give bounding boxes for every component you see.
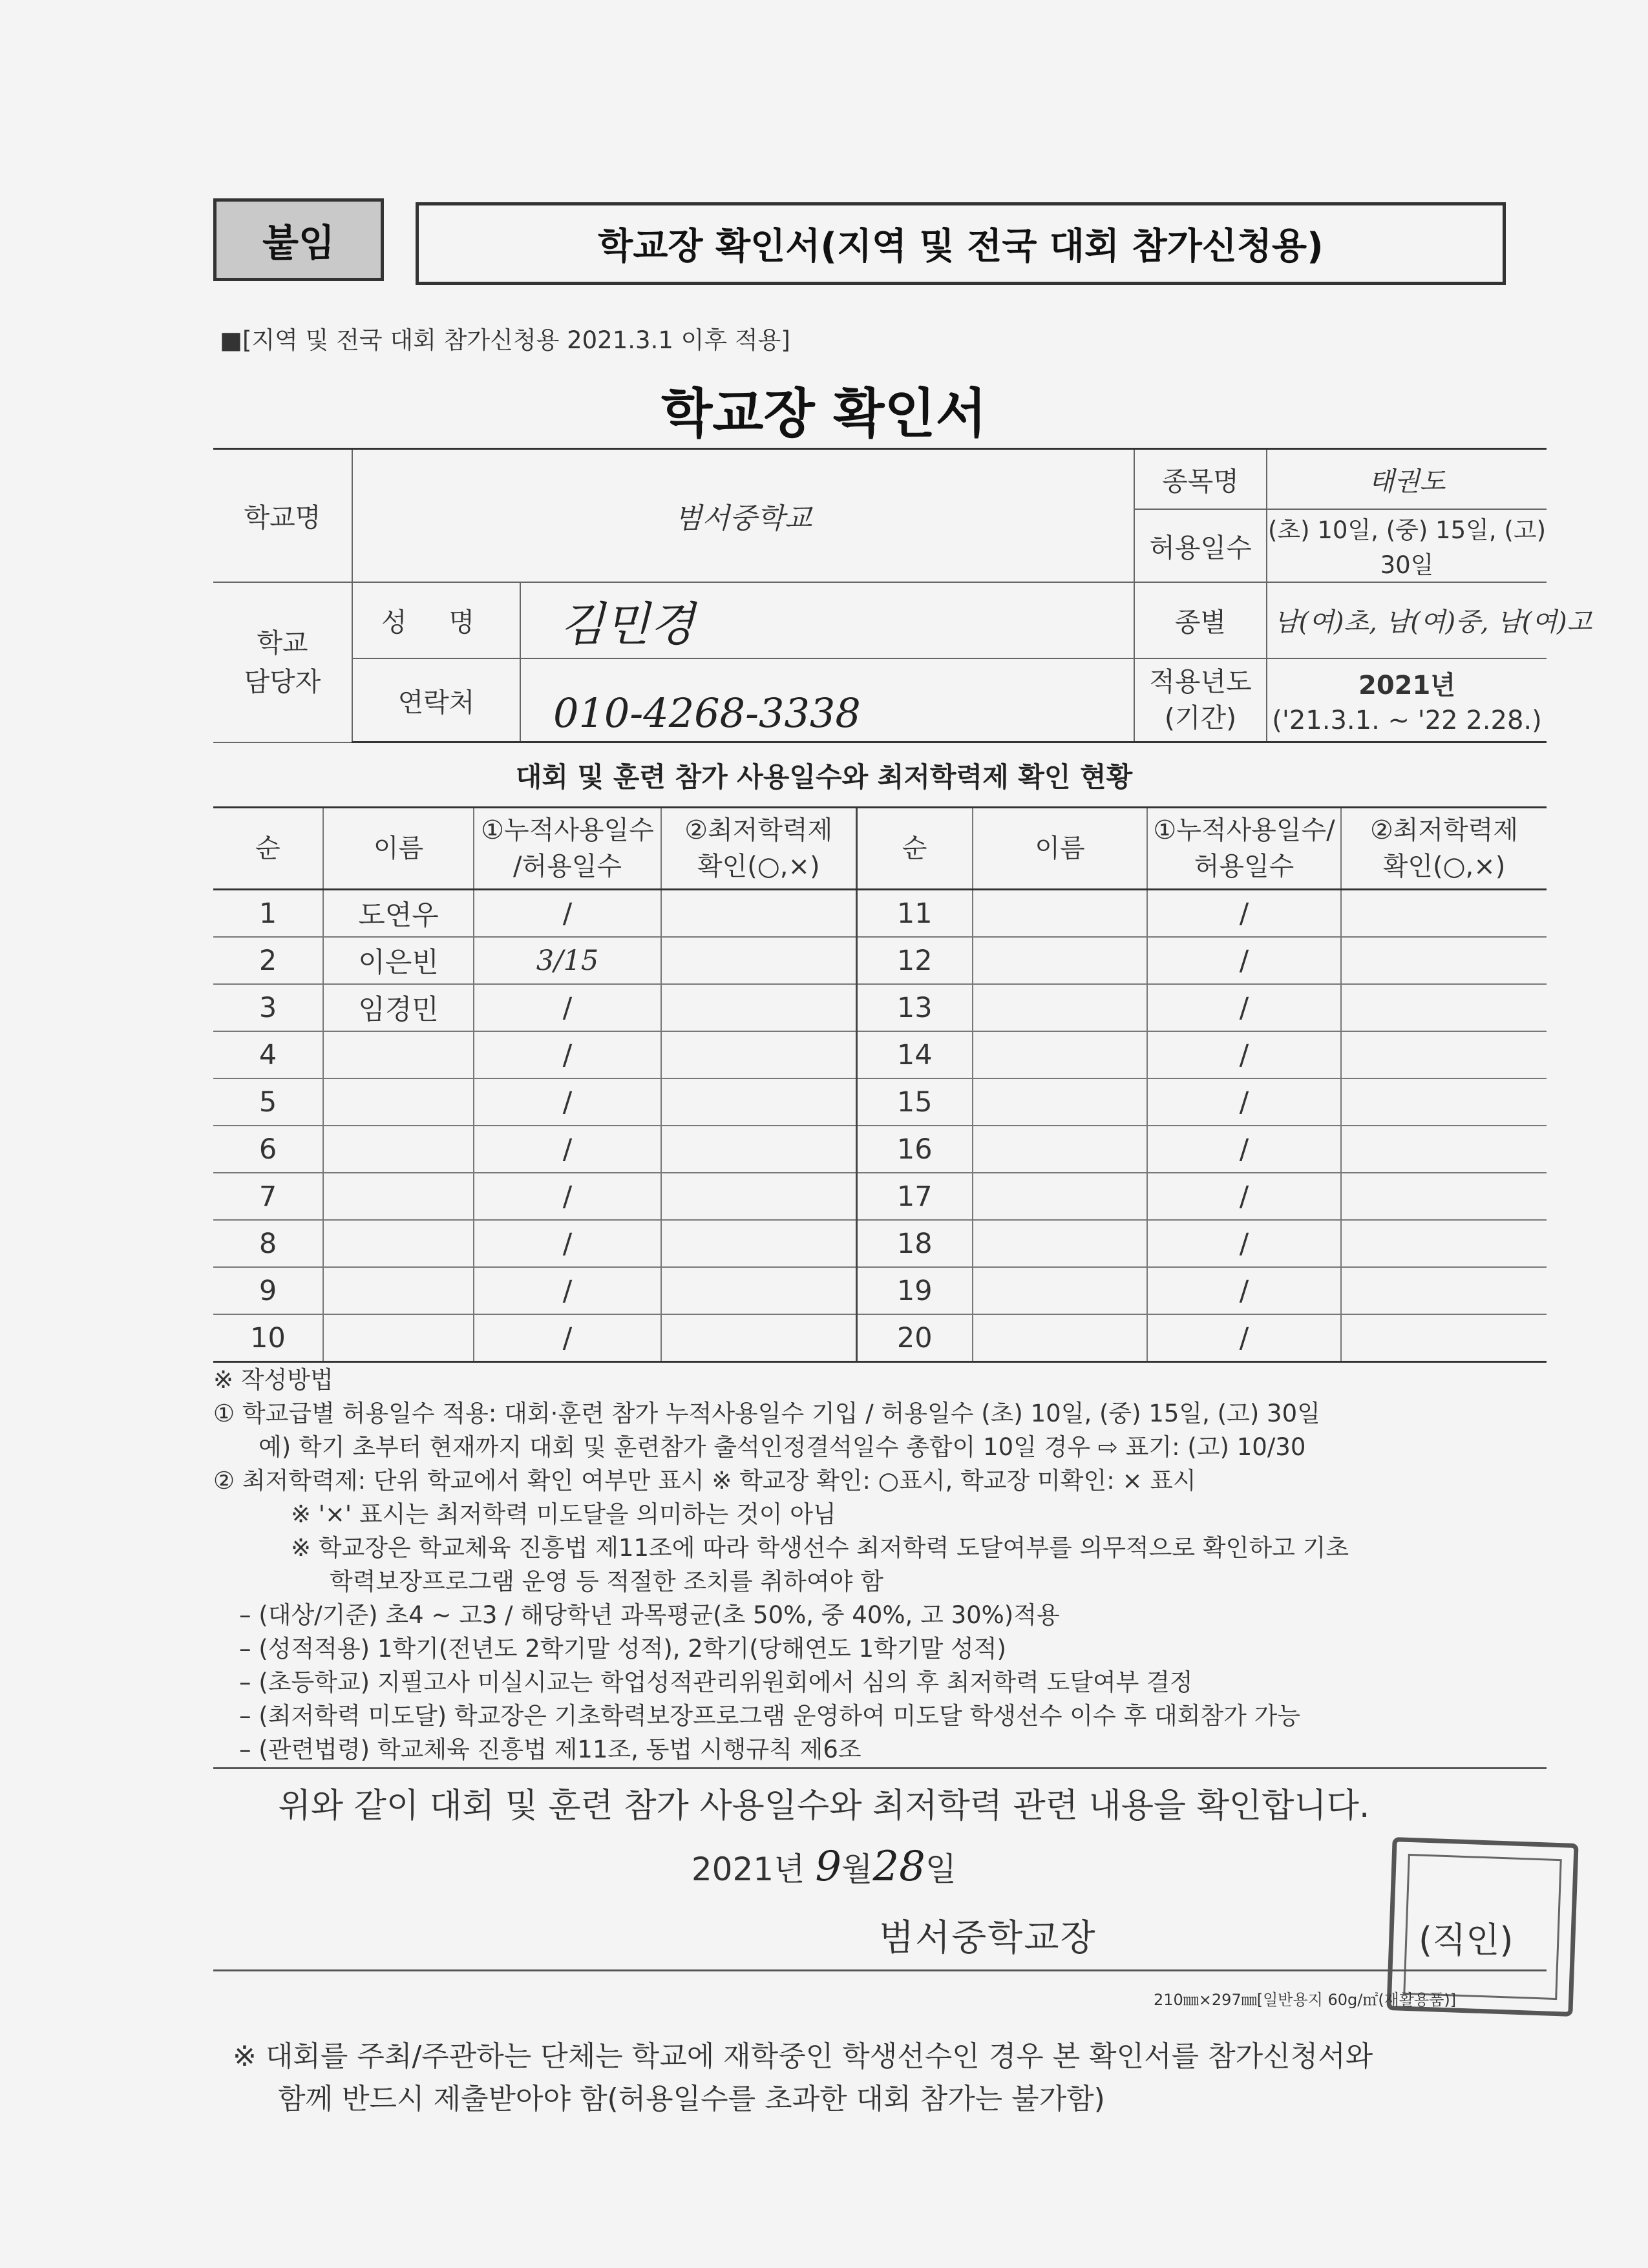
- table-row: [213, 890, 1547, 938]
- sport-value: 태권도: [1267, 449, 1547, 509]
- roster-body: [213, 890, 1547, 1362]
- student-name: [323, 1031, 474, 1078]
- submission-footnote: [233, 2035, 1525, 2121]
- school-name-label: 학교명: [213, 449, 352, 582]
- note-item: – (대상/기준) 초4 ~ 고3 / 해당학년 과목평균(초 50%, 중 40%, 고 30%)적용: [239, 1601, 1060, 1629]
- manager-name-label: 성 명: [352, 582, 520, 658]
- row-number: 17: [856, 1173, 973, 1220]
- table-row: [213, 1173, 1547, 1220]
- form-title-box: 학교장 확인서(지역 및 전국 대회 참가신청용): [416, 202, 1506, 285]
- days-used: /: [474, 1220, 661, 1267]
- year-cell: [1267, 658, 1547, 742]
- days-used: /: [474, 1173, 661, 1220]
- seal-label: (직인): [1419, 1920, 1514, 1960]
- applicability-note: ■[지역 및 전국 대회 참가신청용 2021.3.1 이후 적용]: [220, 326, 790, 354]
- col-check-left: ②최저학력제 확인(○,×): [661, 808, 856, 890]
- date-month: 9: [815, 1843, 842, 1891]
- student-name: [323, 1314, 474, 1362]
- table-row: [213, 937, 1547, 984]
- student-name: [323, 1126, 474, 1173]
- min-academic-check: [661, 1314, 856, 1362]
- days-used: /: [474, 1078, 661, 1126]
- min-academic-check: [1341, 1078, 1547, 1126]
- student-name: [973, 984, 1147, 1031]
- row-number: 6: [213, 1126, 323, 1173]
- row-number: 12: [856, 937, 973, 984]
- row-number: 14: [856, 1031, 973, 1078]
- days-used: /: [474, 984, 661, 1031]
- writing-instructions: [213, 1363, 1558, 1767]
- min-academic-check: [1341, 1126, 1547, 1173]
- roster-table: [213, 806, 1547, 1363]
- divider-bottom: [213, 1969, 1547, 1971]
- row-number: 11: [856, 890, 973, 938]
- date-month-unit: 월: [841, 1851, 873, 1888]
- note-item: – (관련법령) 학교체육 진흥법 제11조, 동법 시행규칙 제6조: [239, 1736, 861, 1763]
- row-number: 16: [856, 1126, 973, 1173]
- student-name: [323, 1078, 474, 1126]
- student-name: [973, 1173, 1147, 1220]
- table-row: [213, 1031, 1547, 1078]
- period-value: ('21.3.1. ~ '22 2.28.): [1272, 705, 1542, 735]
- days-used: /: [1147, 1314, 1341, 1362]
- student-name: [973, 937, 1147, 984]
- student-name: [973, 1031, 1147, 1078]
- row-number: 15: [856, 1078, 973, 1126]
- days-used: /: [474, 1267, 661, 1314]
- year-value: 2021년: [1358, 670, 1455, 700]
- manager-name-value: 김민경: [520, 582, 1134, 658]
- note-item: 학력보장프로그램 운영 등 적절한 조치를 취하여야 함: [330, 1568, 883, 1595]
- min-academic-check: [1341, 937, 1547, 984]
- days-used: /: [1147, 1173, 1341, 1220]
- days-used: /: [474, 1314, 661, 1362]
- gender-label: 종별: [1134, 582, 1267, 658]
- student-name: [973, 1078, 1147, 1126]
- days-used: /: [474, 1126, 661, 1173]
- note-item: – (초등학교) 지필고사 미실시교는 학업성적관리위원회에서 심의 후 최저학력 도달여부 결정: [239, 1668, 1193, 1696]
- days-used: /: [1147, 1126, 1341, 1173]
- gender-value: 남(여)초, 남(여)중, 남(여)고: [1267, 582, 1547, 658]
- min-academic-check: [661, 1126, 856, 1173]
- days-used: /: [1147, 1267, 1341, 1314]
- row-number: 1: [213, 890, 323, 938]
- row-number: 5: [213, 1078, 323, 1126]
- notes-heading: ※ 작성방법: [213, 1366, 333, 1394]
- min-academic-check: [661, 1031, 856, 1078]
- min-academic-check: [661, 1267, 856, 1314]
- manager-label: 학교 담당자: [213, 582, 352, 742]
- divider-top: [213, 1767, 1547, 1769]
- note-item: ※ '×' 표시는 최저학력 미도달을 의미하는 것이 아님: [291, 1500, 836, 1528]
- min-academic-check: [661, 890, 856, 938]
- school-info-table: [213, 448, 1592, 743]
- days-used: 3/15: [474, 937, 661, 984]
- table-row: [213, 1267, 1547, 1314]
- table-row: [213, 1220, 1547, 1267]
- student-name: [323, 1173, 474, 1220]
- note-item: ② 최저학력제: 단위 학교에서 확인 여부만 표시 ※ 학교장 확인: ○표시, 학교장 미확인: × 표시: [213, 1467, 1196, 1495]
- min-academic-check: [1341, 984, 1547, 1031]
- table-row: [213, 1126, 1547, 1173]
- min-academic-check: [1341, 1031, 1547, 1078]
- col-no-right: 순: [856, 808, 973, 890]
- student-name: [973, 890, 1147, 938]
- date-day-unit: 일: [925, 1851, 957, 1888]
- row-number: 4: [213, 1031, 323, 1078]
- table-row: [213, 1314, 1547, 1362]
- student-name: 임경민: [323, 984, 474, 1031]
- min-academic-check: [1341, 890, 1547, 938]
- days-used: /: [1147, 937, 1341, 984]
- col-name-right: 이름: [973, 808, 1147, 890]
- col-no-left: 순: [213, 808, 323, 890]
- student-name: [973, 1126, 1147, 1173]
- col-name-left: 이름: [323, 808, 474, 890]
- note-item: – (최저학력 미도달) 학교장은 기초학력보장프로그램 운영하여 미도달 학생선수 이수 후 대회참가 가능: [239, 1702, 1301, 1730]
- sport-label: 종목명: [1134, 449, 1267, 509]
- student-name: [973, 1220, 1147, 1267]
- row-number: 7: [213, 1173, 323, 1220]
- min-academic-check: [661, 1173, 856, 1220]
- footnote-line: 함께 반드시 제출받아야 함(허용일수를 초과한 대회 참가는 불가함): [278, 2083, 1105, 2116]
- contact-label: 연락처: [352, 658, 520, 742]
- paper-size-note: 210㎜×297㎜[일반용지 60g/㎡(재활용품)]: [1154, 1991, 1457, 2009]
- note-item: ※ 학교장은 학교체육 진흥법 제11조에 따라 학생선수 최저학력 도달여부를 의무적으로 확인하고 기초: [291, 1534, 1349, 1562]
- roster-subtitle: 대회 및 훈련 참가 사용일수와 최저학력제 확인 현황: [515, 761, 1133, 793]
- days-used: /: [1147, 1220, 1341, 1267]
- min-academic-check: [1341, 1267, 1547, 1314]
- student-name: [973, 1314, 1147, 1362]
- min-academic-check: [661, 1078, 856, 1126]
- student-name: [323, 1267, 474, 1314]
- row-number: 9: [213, 1267, 323, 1314]
- row-number: 18: [856, 1220, 973, 1267]
- allowed-days-label: 허용일수: [1134, 509, 1267, 582]
- col-days-right: ①누적사용일수/ 허용일수: [1147, 808, 1341, 890]
- attachment-tag: 붙임: [213, 198, 384, 281]
- min-academic-check: [661, 937, 856, 984]
- student-name: 이은빈: [323, 937, 474, 984]
- row-number: 10: [213, 1314, 323, 1362]
- table-row: [213, 1078, 1547, 1126]
- date-year: 2021년: [691, 1851, 805, 1888]
- date-day: 28: [872, 1843, 925, 1891]
- student-name: [973, 1267, 1147, 1314]
- col-days-left: ①누적사용일수 /허용일수: [474, 808, 661, 890]
- student-name: 도연우: [323, 890, 474, 938]
- min-academic-check: [661, 984, 856, 1031]
- days-used: /: [474, 1031, 661, 1078]
- note-item: – (성적적용) 1학기(전년도 2학기말 성적), 2학기(당해연도 1학기말 성적): [239, 1635, 1006, 1663]
- days-used: /: [1147, 984, 1341, 1031]
- row-number: 3: [213, 984, 323, 1031]
- note-item: 예) 학기 초부터 현재까지 대회 및 훈련참가 출석인정결석일수 총합이 10일 경우 ⇨ 표기: (고) 10/30: [259, 1433, 1306, 1461]
- days-used: /: [1147, 890, 1341, 938]
- row-number: 13: [856, 984, 973, 1031]
- min-academic-check: [1341, 1173, 1547, 1220]
- year-label: 적용년도 (기간): [1134, 658, 1267, 742]
- principal-name: 범서중학교장: [879, 1917, 1097, 1959]
- min-academic-check: [661, 1220, 856, 1267]
- confirmation-statement: 위와 같이 대회 및 훈련 참가 사용일수와 최저학력 관련 내용을 확인합니다.: [278, 1787, 1370, 1825]
- row-number: 8: [213, 1220, 323, 1267]
- col-check-right: ②최저학력제 확인(○,×): [1341, 808, 1547, 890]
- footnote-line: ※ 대회를 주최/주관하는 단체는 학교에 재학중인 학생선수인 경우 본 확인서를 참가신청서와: [233, 2040, 1373, 2073]
- note-item: ① 학교급별 허용일수 적용: 대회·훈련 참가 누적사용일수 기입 / 허용일수 (초) 10일, (중) 15일, (고) 30일: [213, 1400, 1320, 1427]
- row-number: 19: [856, 1267, 973, 1314]
- row-number: 2: [213, 937, 323, 984]
- student-name: [323, 1220, 474, 1267]
- min-academic-check: [1341, 1314, 1547, 1362]
- school-name-value: 범서중학교: [352, 449, 1134, 582]
- days-used: /: [1147, 1078, 1341, 1126]
- table-row: [213, 984, 1547, 1031]
- min-academic-check: [1341, 1220, 1547, 1267]
- row-number: 20: [856, 1314, 973, 1362]
- contact-value: 010-4268-3338: [520, 658, 1134, 742]
- days-used: /: [1147, 1031, 1341, 1078]
- main-title: 학교장 확인서: [661, 383, 987, 445]
- allowed-days-value: (초) 10일, (중) 15일, (고) 30일: [1267, 509, 1547, 582]
- days-used: /: [474, 890, 661, 938]
